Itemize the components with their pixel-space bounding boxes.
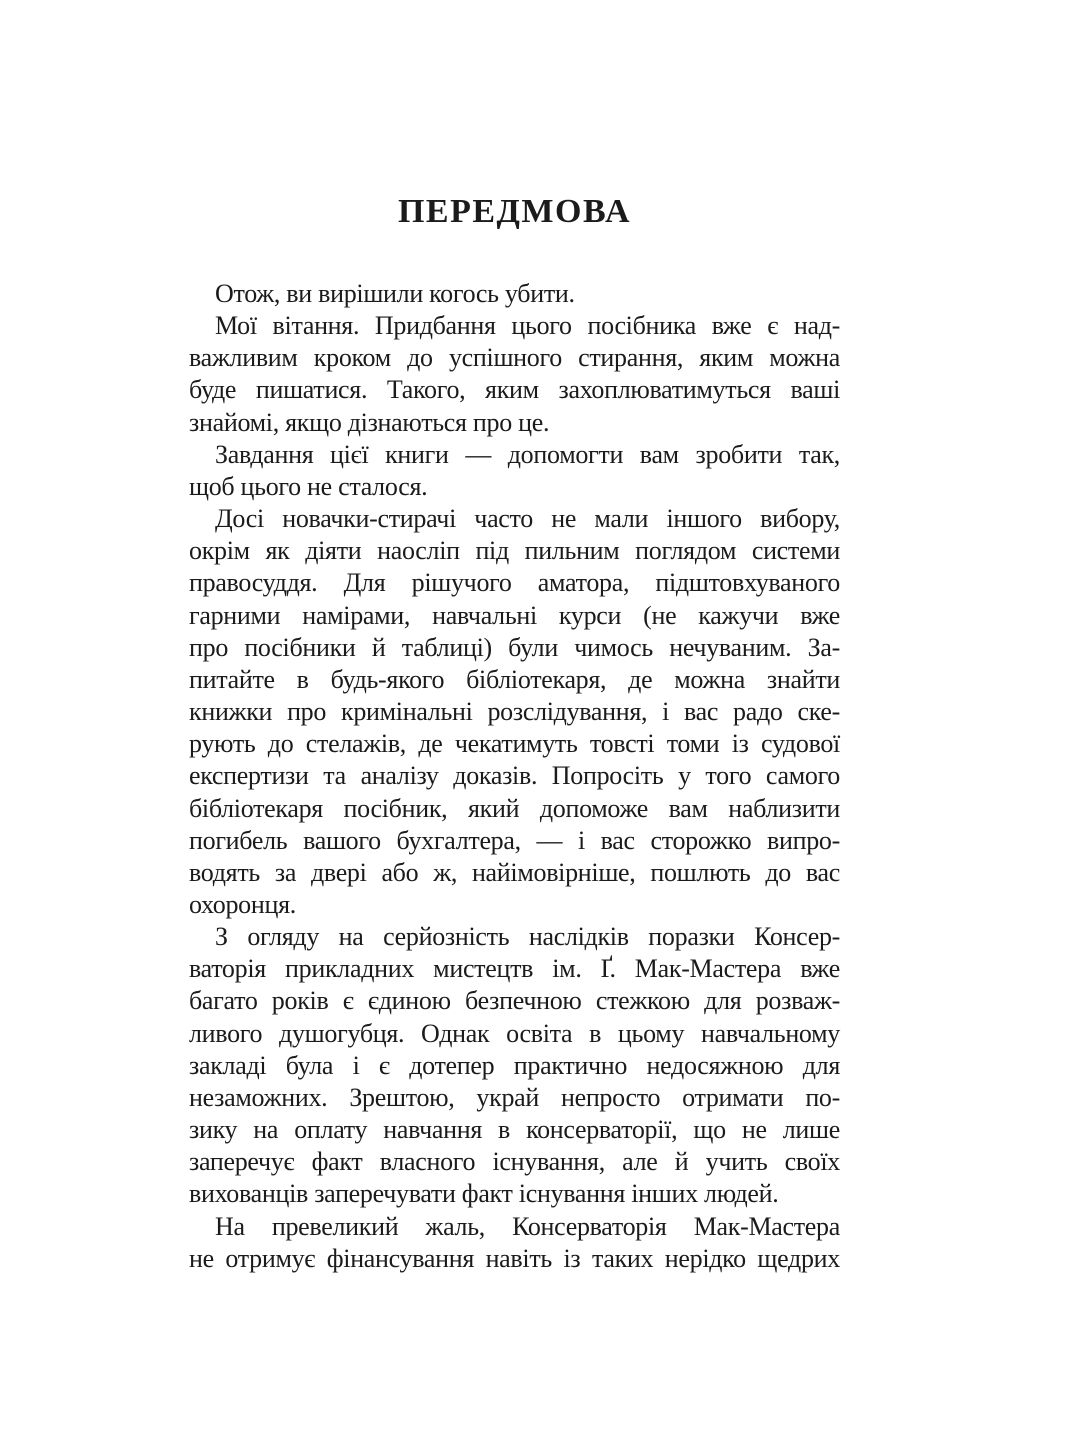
text-line: експертизи та аналізу доказів. Попросіть у того самого: [189, 761, 840, 791]
text-line: заперечує факт власного існування, але й учить своїх: [189, 1147, 840, 1177]
text-line: багато років є єдиною безпечною стежкою для розваж-: [189, 986, 840, 1016]
text-line: рують до стелажів, де чекатимуть товсті томи із судової: [189, 729, 840, 759]
text-line: щоб цього не сталося.: [189, 471, 428, 501]
text-line: водять за двері або ж, найімовірніше, пошлють до вас: [189, 857, 840, 887]
paragraph: [189, 439, 840, 503]
text-line: ливого душогубця. Однак освіта в цьому навчальному: [189, 1018, 840, 1048]
text-line: Мої вітання. Придбання цього посібника вже є над-: [215, 311, 840, 341]
text-line: зику на оплату навчання в консерваторії, що не лише: [189, 1115, 840, 1145]
text-line: не отримує фінансування навіть із таких нерідко щедрих: [189, 1243, 840, 1273]
text-line: бібліотекаря посібник, який допоможе вам наблизити: [189, 793, 840, 823]
chapter-title: ПЕРЕДМОВА: [397, 193, 632, 230]
text-line: незаможних. Зрештою, украй непросто отримати по-: [189, 1082, 840, 1112]
text-line: буде пишатися. Такого, яким захоплюватимуться ваші: [189, 375, 840, 405]
text-line: книжки про кримінальні розслідування, і вас радо ске-: [189, 697, 840, 727]
text-line: На превеликий жаль, Консерваторія Мак-Мастера: [215, 1211, 840, 1241]
text-line: погибель вашого бухгалтера, — і вас сторожко випро-: [189, 825, 840, 855]
text-body: [189, 278, 840, 1275]
text-line: З огляду на серйозність наслідків поразки Консер-: [215, 922, 840, 952]
text-line: закладі була і є дотепер практично недосяжною для: [189, 1050, 840, 1080]
paragraph: [189, 310, 840, 439]
text-line: вихованців заперечувати факт існування інших людей.: [189, 1179, 779, 1209]
text-line: Завдання цієї книги — допомогти вам зробити так,: [215, 439, 840, 469]
paragraph: [189, 278, 840, 310]
paragraph: [189, 921, 840, 1210]
text-line: питайте в будь-якого бібліотекаря, де можна знайти: [189, 664, 840, 694]
text-line: важливим кроком до успішного стирання, яким можна: [189, 343, 840, 373]
text-line: про посібники й таблиці) були чимось нечуваним. За-: [189, 632, 840, 662]
paragraph: [189, 503, 840, 921]
text-line: знайомі, якщо дізнаються про це.: [189, 407, 550, 437]
text-line: Отож, ви вирішили когось убити.: [215, 279, 575, 308]
text-line: гарними намірами, навчальні курси (не кажучи вже: [189, 600, 840, 630]
text-line: охоронця.: [189, 889, 296, 919]
text-line: окрім як діяти наосліп під пильним поглядом системи: [189, 536, 840, 566]
text-line: правосуддя. Для рішучого аматора, підштовхуваного: [189, 568, 840, 598]
text-line: ваторія прикладних мистецтв ім. Ґ. Мак-Мастера вже: [189, 954, 840, 984]
paragraph: [189, 1211, 840, 1275]
text-line: Досі новачки-стирачі часто не мали іншого вибору,: [215, 504, 840, 534]
